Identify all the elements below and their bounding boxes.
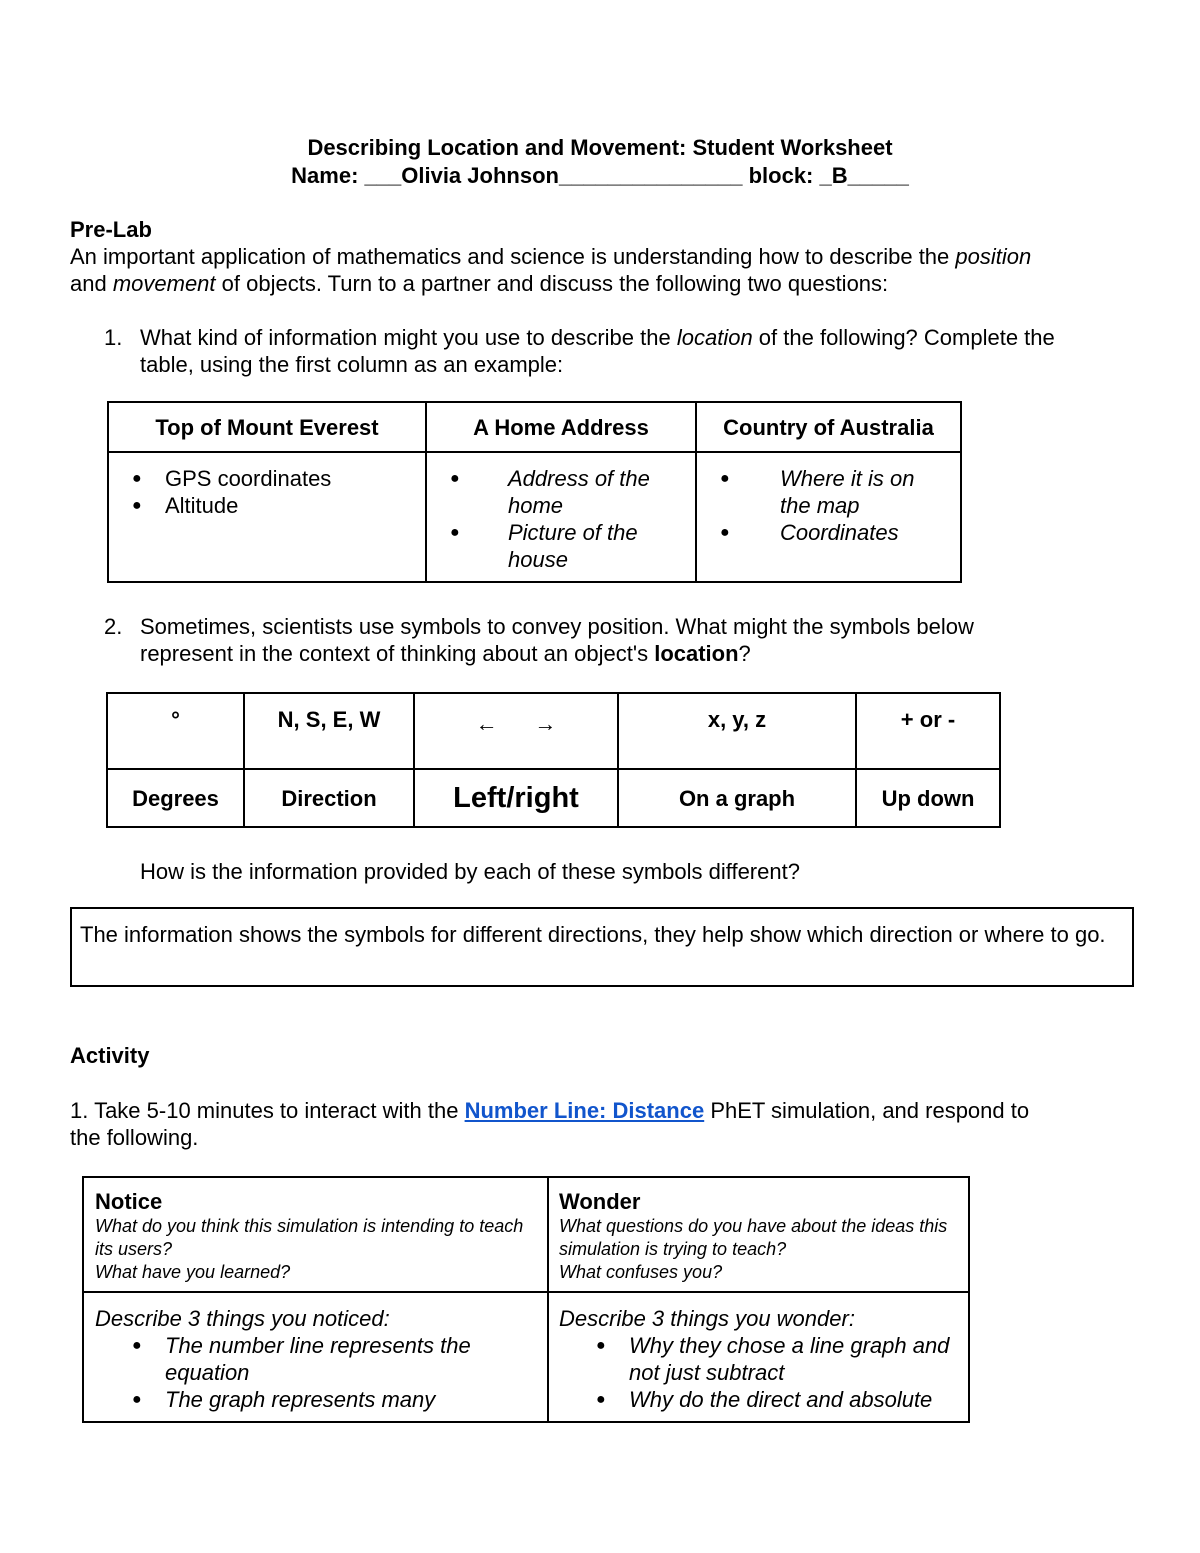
activity-item-1: 1. Take 5-10 minutes to interact with the Number Line: Distance PhET simulation, and respond to the following. — [70, 1098, 1030, 1150]
notice-prompt: Describe 3 things you noticed: — [95, 1306, 390, 1331]
symbols-table — [106, 692, 1001, 828]
header-mount-everest: Top of Mount Everest — [108, 402, 426, 452]
symbol-arrows: ← → — [414, 693, 618, 769]
header-australia: Country of Australia — [696, 402, 961, 452]
wonder-question-2: What confuses you? — [559, 1262, 723, 1282]
list-item: ● Coordinates — [698, 519, 929, 546]
wonder-question-1: What questions do you have about the ideas this simulation is trying to teach? — [559, 1216, 948, 1259]
list-item: ● The number line represents the equation — [110, 1332, 537, 1386]
name-label: Name: ___ — [291, 163, 402, 188]
wonder-title: Wonder — [559, 1189, 641, 1214]
symbol-degree: ° — [107, 693, 244, 769]
list-item: ● Picture of the house — [428, 519, 664, 573]
symbol-compass: N, S, E, W — [244, 693, 414, 769]
notice-wonder-table — [82, 1176, 970, 1423]
worksheet-title: Describing Location and Movement: Student Worksheet — [307, 135, 893, 160]
name-block-line: Name: ___Olivia Johnson_______________ block: _B_____ — [291, 163, 909, 188]
list-item: ● Address of the home — [428, 465, 664, 519]
symbol-plus-minus: + or - — [856, 693, 1000, 769]
notice-title: Notice — [95, 1189, 163, 1214]
answer-box[interactable] — [70, 907, 1134, 987]
wonder-prompt: Describe 3 things you wonder: — [559, 1306, 855, 1331]
list-item: ● Why do the direct and absolute — [574, 1386, 958, 1413]
activity-heading: Activity — [70, 1043, 150, 1068]
list-item: ● GPS coordinates — [110, 465, 424, 492]
answer-text: The information shows the symbols for different directions, they help show which direction or where to go. — [80, 922, 1106, 947]
home-address-cell[interactable] — [426, 452, 696, 582]
answer-on-a-graph[interactable]: On a graph — [618, 769, 856, 827]
wonder-header-cell — [548, 1177, 969, 1292]
list-item: ● Why they chose a line graph and not just subtract — [574, 1332, 958, 1386]
list-item: ● The graph represents many — [110, 1386, 537, 1413]
wonder-answer-cell[interactable] — [548, 1292, 969, 1422]
number-line-distance-link[interactable]: Number Line: Distance — [464, 1098, 705, 1123]
answer-degrees[interactable]: Degrees — [107, 769, 244, 827]
header-home-address: A Home Address — [426, 402, 696, 452]
block-label: block: _ — [742, 163, 832, 188]
mount-everest-cell — [108, 452, 426, 582]
answer-direction[interactable]: Direction — [244, 769, 414, 827]
australia-cell[interactable] — [696, 452, 961, 582]
list-item: ● Where it is on the map — [698, 465, 929, 519]
answer-up-down[interactable]: Up down — [856, 769, 1000, 827]
symbol-xyz: x, y, z — [618, 693, 856, 769]
notice-header-cell — [83, 1177, 548, 1292]
prelab-intro: An important application of mathematics and science is understanding how to describe the position and movement of objects. Turn to a partner and discuss the following two questions: — [70, 244, 1032, 296]
symbols-followup-question: How is the information provided by each of these symbols different? — [140, 859, 800, 884]
block-value[interactable]: B — [831, 163, 848, 188]
notice-question-2: What have you learned? — [95, 1262, 291, 1282]
notice-answer-cell[interactable] — [83, 1292, 548, 1422]
prelab-heading: Pre-Lab — [70, 217, 152, 242]
list-item: ● Altitude — [110, 492, 424, 519]
answer-left-right[interactable]: Left/right — [414, 769, 618, 827]
name-value[interactable]: Olivia Johnson — [401, 163, 559, 188]
location-table — [107, 401, 962, 583]
notice-question-1: What do you think this simulation is intending to teach its users? — [95, 1216, 524, 1259]
